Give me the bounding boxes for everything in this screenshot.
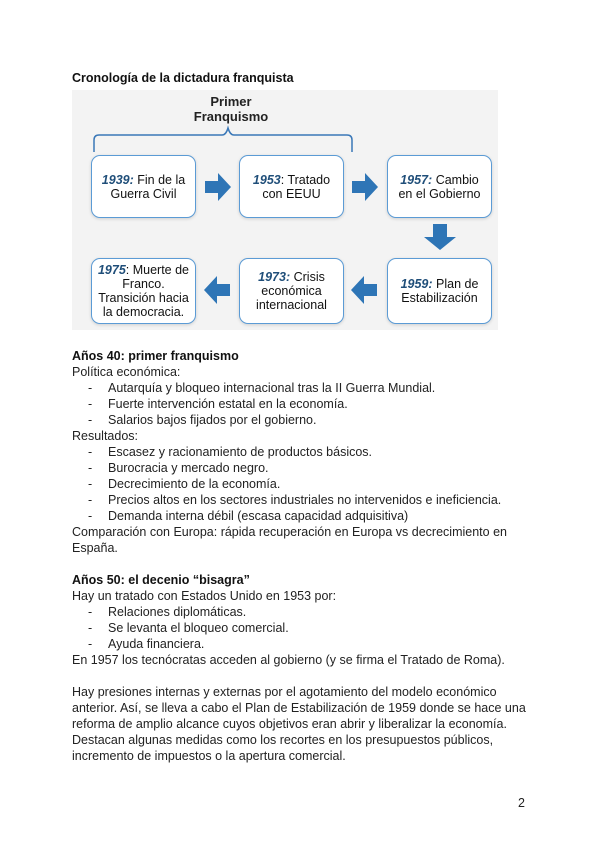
box-year: 1953 — [252, 172, 281, 187]
box-text: : Muerte de Franco. Transición hacia la democracia. — [98, 263, 190, 319]
arrow-right-1 — [205, 173, 231, 201]
arrow-left-2 — [204, 276, 230, 304]
box-text: Plan de Estabilización — [401, 277, 479, 305]
box-text: Cambio en el Gobierno — [398, 172, 481, 201]
timeline-diagram — [72, 90, 498, 330]
timeline-box-1973 — [239, 258, 344, 324]
page-title: Cronología de la dictadura franquista — [72, 71, 294, 85]
box-text: Crisis económica internacional — [256, 270, 327, 312]
section-heading-40s: Años 40: primer franquismo — [72, 349, 239, 363]
paragraph-line: reforma de amplio alcance cuyos objetivos eran abrir y liberalizar la economía. — [72, 717, 507, 731]
section-heading-50s: Años 50: el decenio “bisagra” — [72, 573, 250, 587]
results-label: Resultados: — [72, 429, 139, 443]
treaty-intro: Hay un tratado con Estados Unido en 1953 por: — [72, 589, 337, 603]
timeline-box-1975 — [91, 258, 196, 324]
arrow-down — [424, 224, 456, 250]
timeline-box-1953 — [239, 155, 344, 218]
box-year: 1957: — [400, 172, 433, 187]
box-year: 1939: — [101, 172, 134, 187]
page-number: 2 — [518, 796, 525, 810]
bracket-line — [94, 128, 352, 152]
box-year: 1959: — [400, 277, 433, 291]
timeline-box-1959 — [387, 258, 492, 324]
arrow-left-1 — [351, 276, 377, 304]
box-text: Fin de la Guerra Civil — [110, 172, 186, 201]
policy-label: Política económica: — [72, 365, 181, 379]
box-year: 1973: — [258, 270, 291, 284]
technocrats-note: En 1957 los tecnócratas acceden al gobierno (y se firma el Tratado de Roma). — [72, 653, 505, 667]
paragraph-line: anterior. Así, se lleva a cabo el Plan de Estabilización de 1959 donde se hace una — [72, 701, 526, 715]
arrow-right-2 — [352, 173, 378, 201]
box-text: : Tratado con EEUU — [262, 172, 331, 201]
paragraph-line: incremento de impuestos o la apertura comercial. — [72, 749, 346, 763]
bracket-label: Primer Franquismo — [193, 94, 269, 124]
comparison-line-2: España. — [72, 541, 118, 555]
paragraph-line: Destacan algunas medidas como los recortes en los presupuestos públicos, — [72, 733, 494, 747]
timeline-box-1939 — [91, 155, 196, 218]
comparison-line-1: Comparación con Europa: rápida recuperación en Europa vs decrecimiento en — [72, 525, 507, 539]
timeline-box-1957 — [387, 155, 492, 218]
box-year: 1975 — [97, 263, 126, 277]
paragraph-line: Hay presiones internas y externas por el agotamiento del modelo económico — [72, 685, 497, 699]
